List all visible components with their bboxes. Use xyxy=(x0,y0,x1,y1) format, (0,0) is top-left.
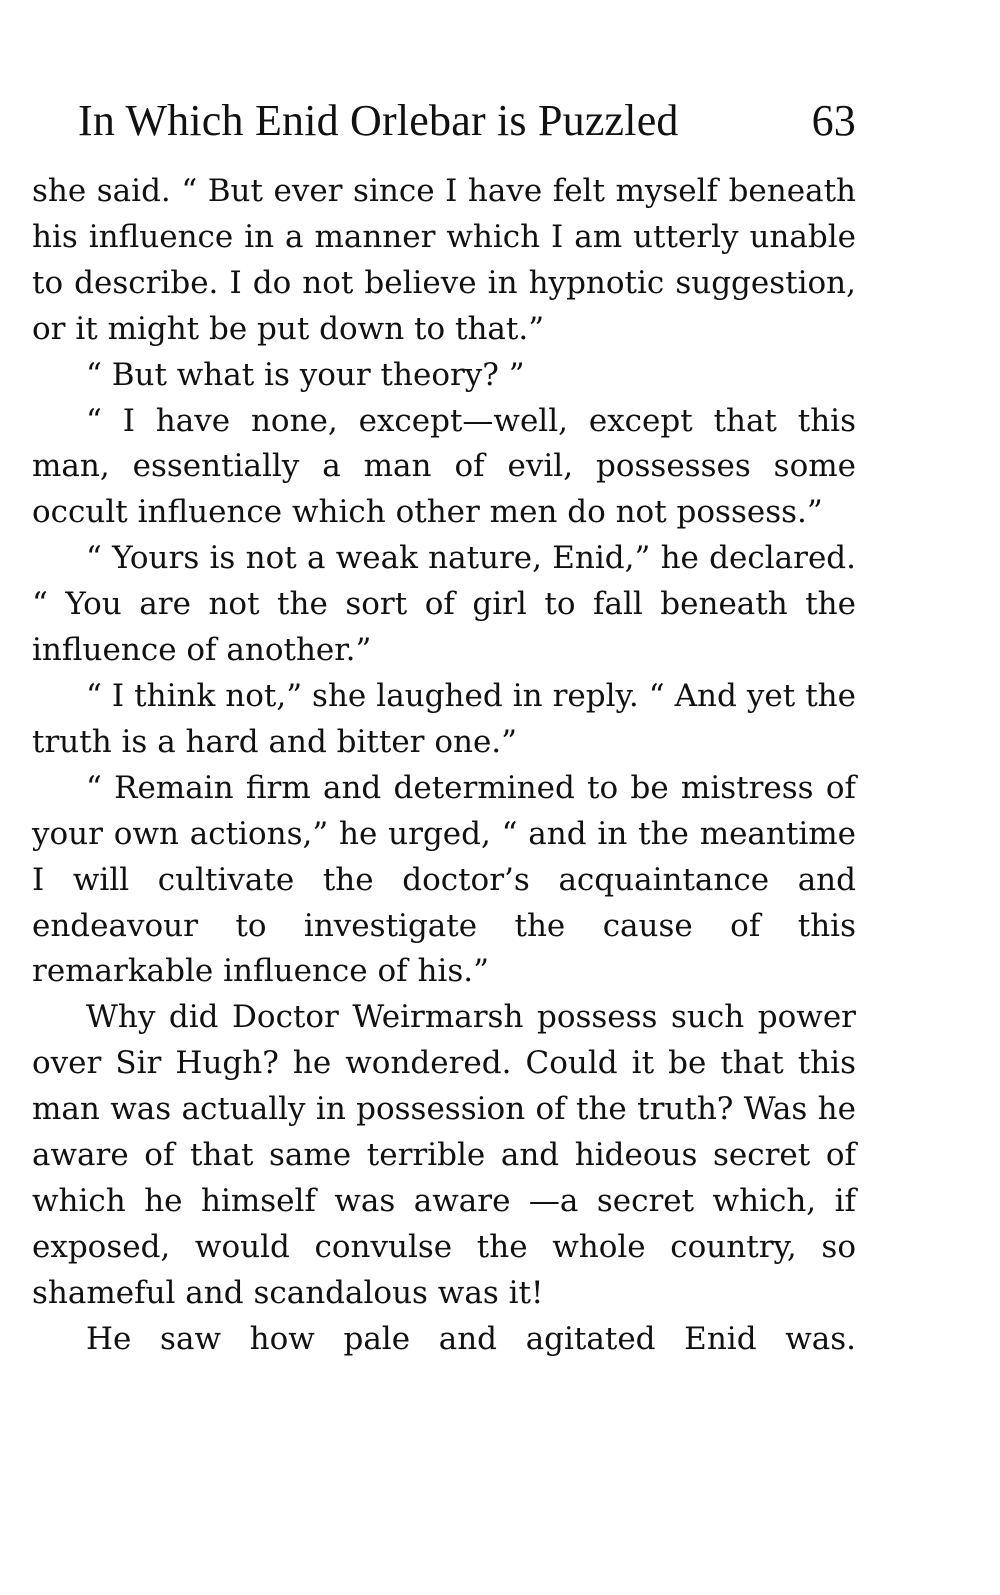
paragraph: He saw how pale and agitated Enid was. xyxy=(86,1320,856,1357)
chapter-title: In Which Enid Orlebar is Puzzled xyxy=(78,96,679,145)
body-text xyxy=(32,169,856,1363)
paragraph: “ Yours is not a weak nature, Enid,” he declared. “ You are not the sort of girl to fall beneath the influence of another.” xyxy=(32,540,856,669)
paragraph: “ I have none, except—well, except that this man, essentially a man of evil, possesses some occult influence which other men do not possess.” xyxy=(32,402,856,531)
paragraph: she said. “ But ever since I have felt myself beneath his influence in a manner which I am utterly unable to describe. I do not believe in hypnotic suggestion, or it might be put down to that.” xyxy=(32,173,856,347)
paragraph: “ I think not,” she laughed in reply. “ And yet the truth is a hard and bitter one.” xyxy=(32,677,856,760)
page-number: 63 xyxy=(811,96,856,145)
paragraph: “ Remain firm and determined to be mistress of your own actions,” he urged, “ and in the meantime I will cultivate the doctor’s acquaintance and endeavour to investigate the cause of this remarkable influence of his.” xyxy=(32,769,856,990)
running-head xyxy=(78,95,856,155)
paragraph: “ But what is your theory? ” xyxy=(86,356,525,393)
paragraph: Why did Doctor Weirmarsh possess such power over Sir Hugh? he wondered. Could it be that this man was actually in possession of the truth? Was he aware of that same terrible and hideous secret of which he himself was aware —a secret which, if exposed, would convulse the whole country, so shameful and scandalous was it! xyxy=(32,999,856,1311)
